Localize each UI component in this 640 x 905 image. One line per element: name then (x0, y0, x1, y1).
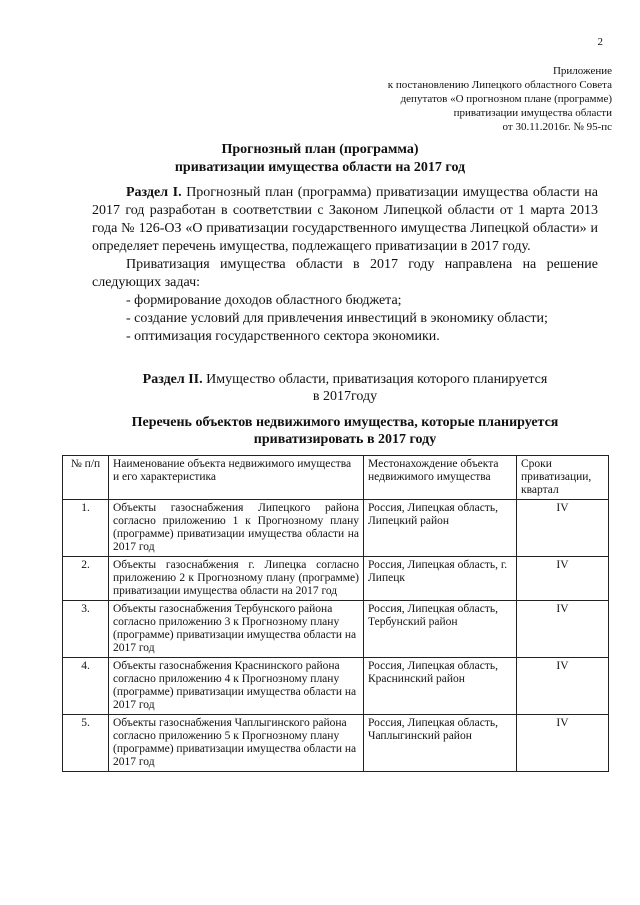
cell-location: Россия, Липецкая область, Тербунский район (364, 601, 517, 658)
cell-name: Объекты газоснабжения г. Липецка согласно приложению 2 к Прогнозному плану (программе) приватизации имущества области на 2017 год (109, 557, 364, 601)
document-title-line1: Прогнозный план (программа) (221, 142, 419, 157)
cell-term: IV (517, 715, 609, 772)
section-1 (92, 184, 598, 346)
list-title-line1: Перечень объектов недвижимого имущества, которые планируется (131, 415, 559, 430)
header-term: Сроки приватизации, квартал (517, 456, 609, 500)
cell-term: IV (517, 601, 609, 658)
cell-name: Объекты газоснабжения Липецкого района согласно приложению 1 к Прогнозному плану (программе) приватизации имущества области на 2017 год (109, 500, 364, 557)
document-title-line2: приватизации имущества области на 2017 год (174, 160, 466, 175)
section-1-paragraph (92, 184, 598, 256)
task-list-item: - создание условий для привлечения инвестиций в экономику области; (126, 311, 548, 326)
table-row (63, 715, 609, 772)
header-name: Наименование объекта недвижимого имущества и его характеристика (109, 456, 364, 500)
cell-num: 3. (63, 601, 109, 658)
document-title (60, 141, 580, 177)
table-row (63, 658, 609, 715)
page-number: 2 (597, 36, 603, 48)
cell-num: 5. (63, 715, 109, 772)
list-title-line2: приватизировать в 2017 году (253, 432, 437, 447)
table-row (63, 557, 609, 601)
cell-name: Объекты газоснабжения Чаплыгинского района согласно приложению 5 к Прогнозному плану (программе) приватизации имущества области на 2017 год (109, 715, 364, 772)
cell-name: Объекты газоснабжения Тербунского района согласно приложению 3 к Прогнозному плану (программе) приватизации имущества области на 2017 год (109, 601, 364, 658)
section-2 (92, 371, 598, 405)
appendix-line: от 30.11.2016г. № 95-пс (502, 121, 612, 133)
cell-num: 2. (63, 557, 109, 601)
appendix-line: к постановлению Липецкого областного Совета (387, 79, 612, 91)
appendix-line: приватизации имущества области (453, 107, 612, 119)
cell-name: Объекты газоснабжения Краснинского района согласно приложению 4 к Прогнозному плану (программе) приватизации имущества области на 2017 год (109, 658, 364, 715)
cell-num: 4. (63, 658, 109, 715)
task-list-item: - оптимизация государственного сектора экономики. (126, 329, 440, 344)
section-2-label: Раздел II. (142, 372, 203, 387)
header-location: Местонахождение объекта недвижимого имущества (364, 456, 517, 500)
section-1-label: Раздел I. (126, 185, 182, 200)
appendix-line: Приложение (552, 65, 612, 77)
section-2-text-line2: в 2017году (312, 389, 378, 404)
section-1-paragraph-2: Приватизация имущества области в 2017 году направлена на решение следующих задач: (92, 257, 598, 290)
task-list-item: - формирование доходов областного бюджета; (126, 293, 402, 308)
section-1-text: Прогнозный план (программа) приватизации имущества области на 2017 год разработан в соответствии с Законом Липецкой области от 1 марта 2013 года № 126-ОЗ «О приватизации государственного имущества Липецкой области» и определяет перечень имущества, подлежащего приватизации в 2017 году. (92, 185, 598, 254)
cell-location: Россия, Липецкая область, Краснинский район (364, 658, 517, 715)
cell-location: Россия, Липецкая область, г. Липецк (364, 557, 517, 601)
cell-num: 1. (63, 500, 109, 557)
appendix-line: депутатов «О прогнозном плане (программе) (400, 93, 612, 105)
table-row (63, 500, 609, 557)
table-header-row (63, 456, 609, 500)
cell-term: IV (517, 557, 609, 601)
table-row (63, 601, 609, 658)
cell-term: IV (517, 500, 609, 557)
header-num: № п/п (63, 456, 109, 500)
list-title (92, 414, 598, 448)
appendix-header (388, 64, 612, 134)
section-2-text-line1: Имущество области, приватизация которого планируется (202, 372, 548, 387)
cell-location: Россия, Липецкая область, Липецкий район (364, 500, 517, 557)
cell-location: Россия, Липецкая область, Чаплыгинский район (364, 715, 517, 772)
real-estate-table (62, 455, 609, 772)
cell-term: IV (517, 658, 609, 715)
